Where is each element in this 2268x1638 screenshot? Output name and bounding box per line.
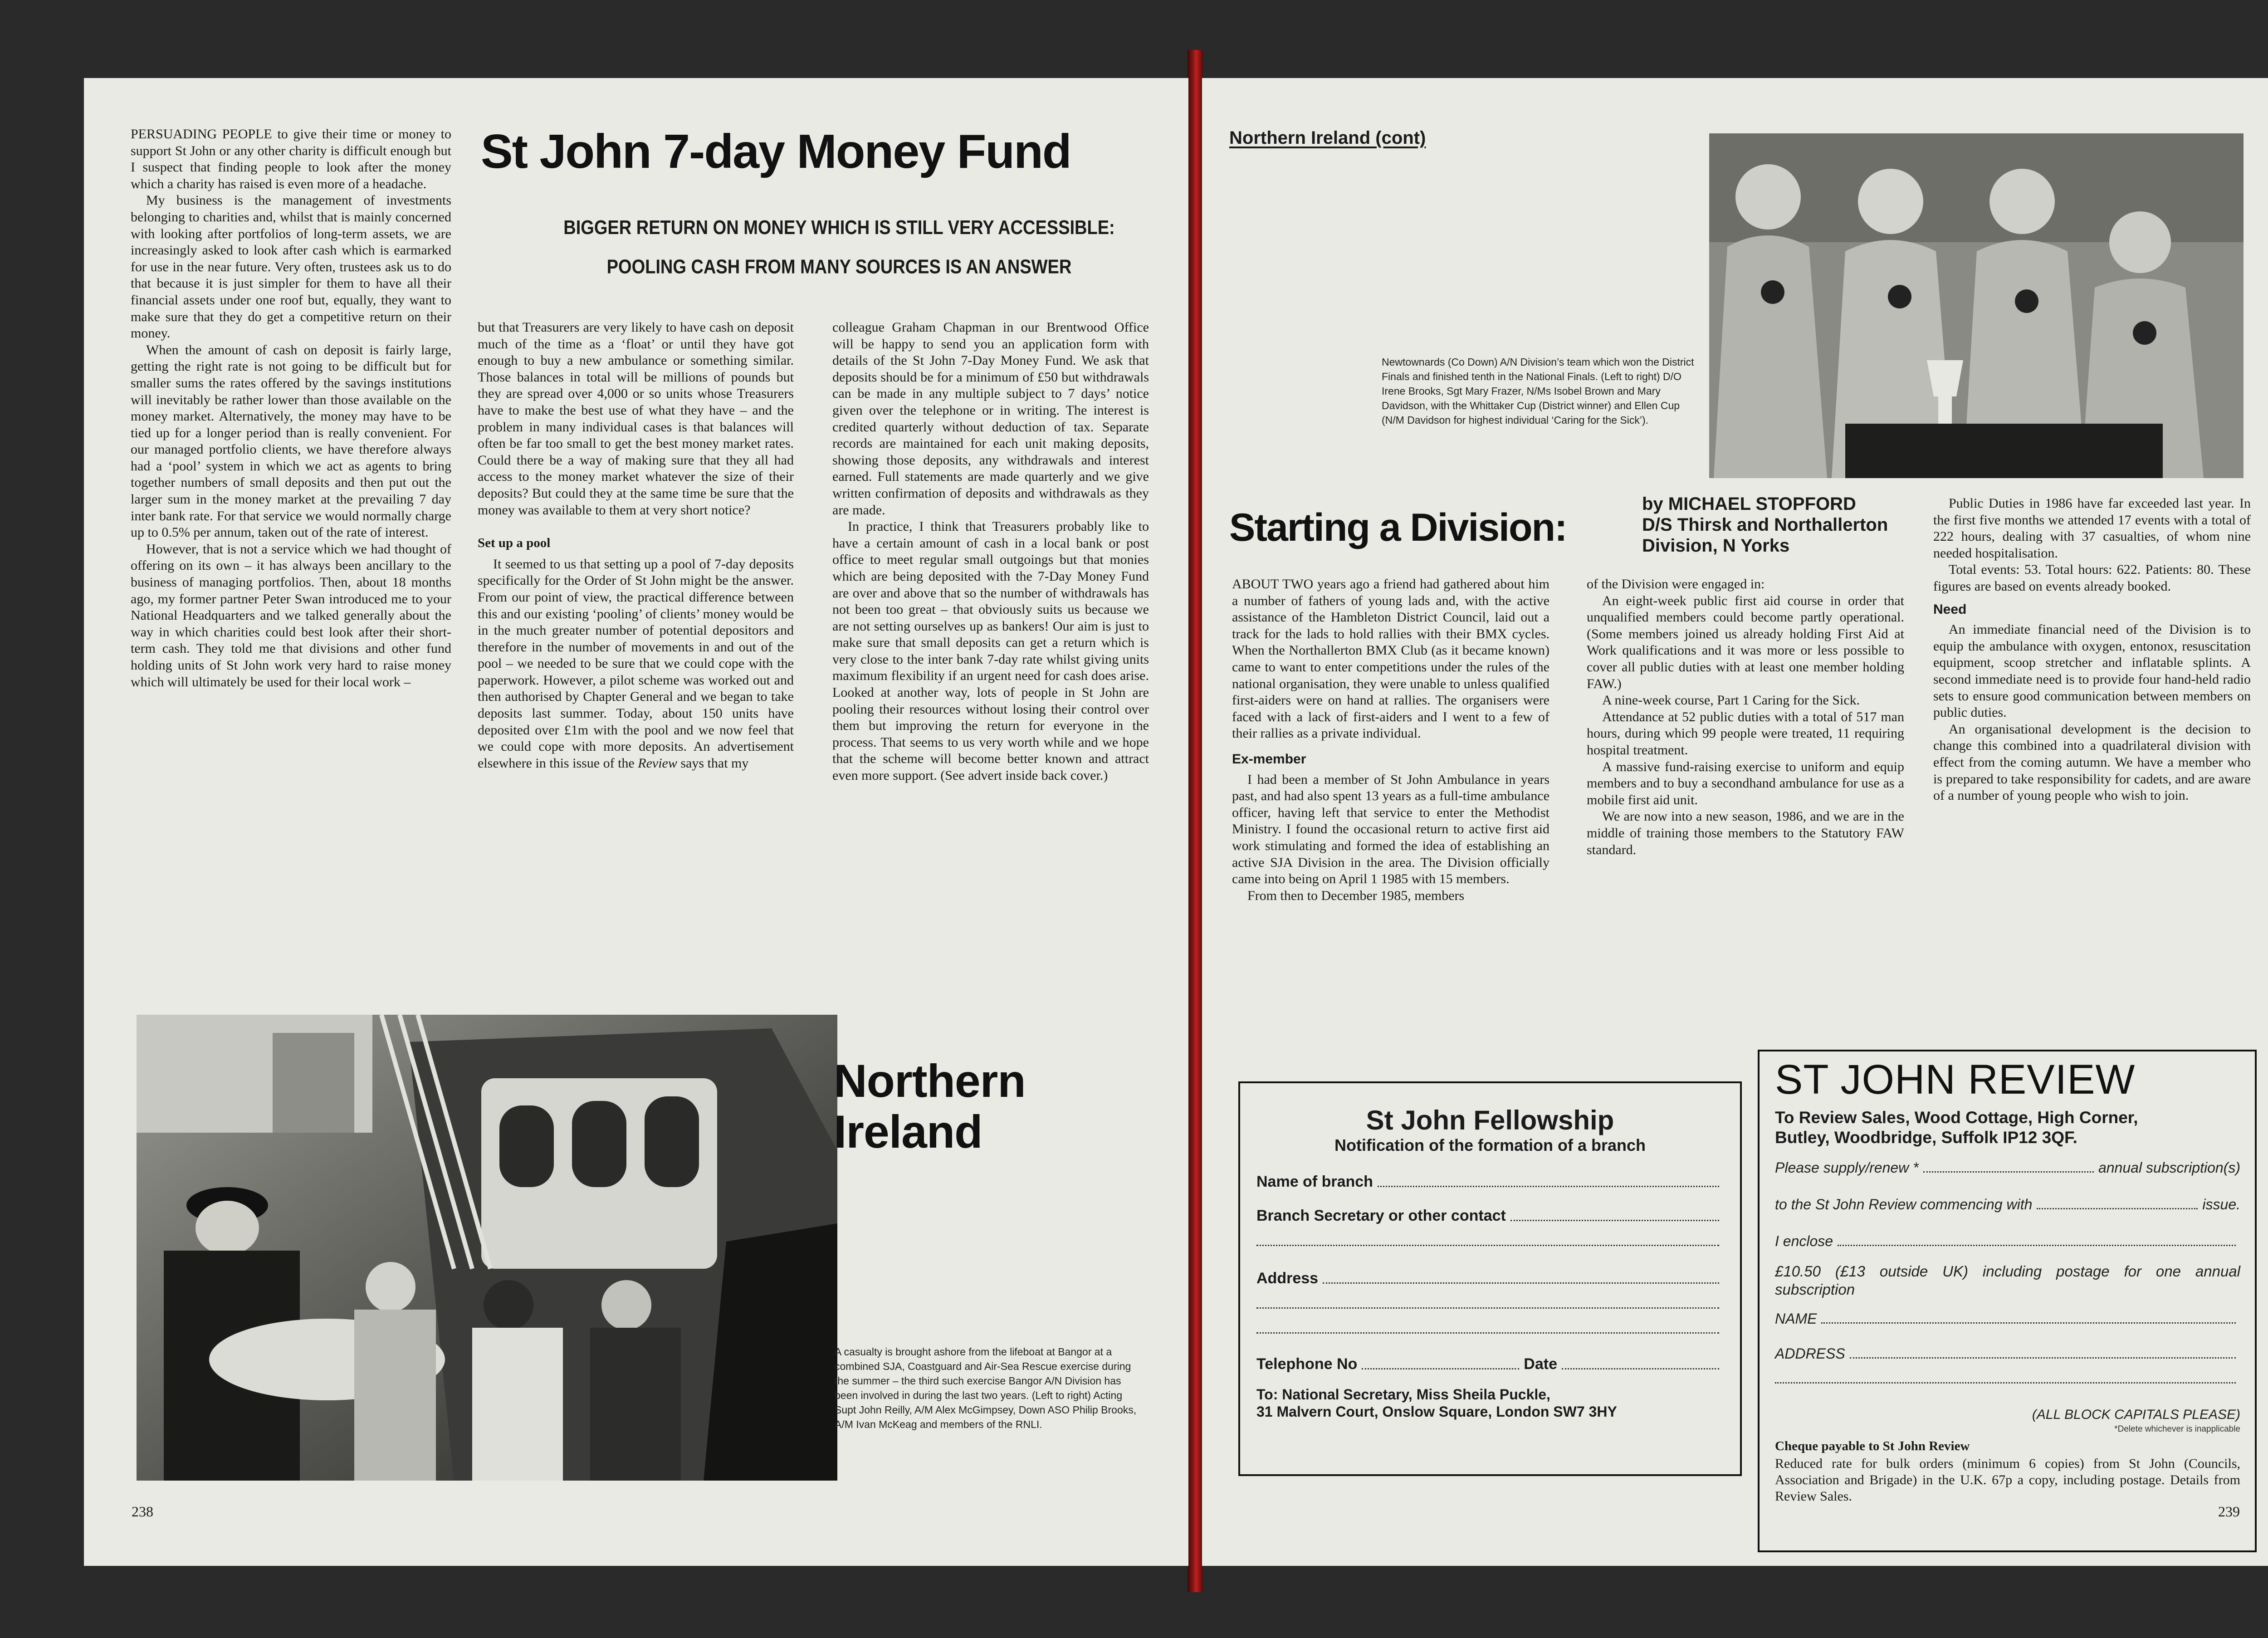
lifeboat-photo-caption: A casualty is brought ashore from the lifeboat at Bangor at a combined SJA, Coastguard and Air-Sea Rescue exercise during the summer – the third such exercise Bangor A/N Division has been involved in during the last two years. (Left to right) Acting Supt John Reilly, A/M Alex McGimpsey, Down ASO Philip Brooks, A/M Ivan McKeag and members of the RNLI. — [835, 1346, 1137, 1430]
date-input-line[interactable] — [1562, 1368, 1719, 1369]
paragraph: A nine-week course, Part 1 Caring for the Sick. — [1602, 693, 1860, 708]
subtitle-line: BIGGER RETURN ON MONEY WHICH IS STILL VERY ACCESSIBLE: — [563, 217, 1115, 239]
secretary-extra-line[interactable] — [1256, 1245, 1724, 1250]
lifeboat-photo-illustration — [137, 1015, 837, 1481]
page-number-left: 238 — [132, 1503, 153, 1520]
address-line-2[interactable] — [1256, 1307, 1724, 1312]
division-column-c — [1933, 495, 2251, 804]
date-label: Date — [1524, 1355, 1557, 1373]
paragraph: We are now into a new season, 1986, and we are in the middle of training those members to the Statutory FAW standard. — [1587, 809, 1904, 857]
telephone-input-line[interactable] — [1362, 1368, 1519, 1369]
paragraph: says that my — [680, 755, 749, 771]
dotted-line — [1378, 1186, 1719, 1187]
northern-ireland-cont-heading: Northern Ireland (cont) — [1229, 128, 1426, 148]
name-line[interactable] — [1821, 1322, 2236, 1324]
subhead-ex-member: Ex-member — [1232, 751, 1306, 767]
paragraph: to give their time or money to support St John or any other charity is difficult enough but I suspect that finding people to look after the money which a charity has raised is even more of a headache. — [131, 127, 452, 191]
paragraph: colleague Graham Chapman in our Brentwood Office will be happy to send you an application form with details of the St John 7-Day Money Fund. We ask that deposits should be for a minimum of £50 but withdrawals can be made in any multiple subject to 7 days’ notice given over the telephone or in writing. The interest is credited quarterly without deduction of tax. Separate records are maintained for each unit making deposits, showing those deposits, any withdrawals and interest earned. Full statements are made quarterly and we give written confirmation of deposits and withdrawals as they are made. — [832, 320, 1149, 518]
quantity-line[interactable] — [1923, 1171, 2094, 1173]
fellowship-subtitle: Notification of the formation of a branch — [1334, 1136, 1646, 1154]
delete-note: *Delete whichever is inapplicable — [2114, 1424, 2240, 1434]
branch-name-field[interactable] — [1256, 1173, 1724, 1191]
review-title: ST JOHN REVIEW — [1775, 1056, 2136, 1103]
supply-renew-row[interactable] — [1775, 1159, 2240, 1176]
dotted-line — [1510, 1220, 1719, 1221]
money-fund-column-1 — [131, 126, 451, 690]
dotted-line — [1256, 1245, 1719, 1246]
money-fund-column-2 — [478, 319, 794, 772]
bulk-order-note: Reduced rate for bulk orders (minimum 6 copies) from St John (Councils, Association and Brigade) in the U.K. 67p a copy, including postage. Details from Review Sales. — [1775, 1456, 2240, 1504]
address-extra-row[interactable] — [1775, 1382, 2240, 1387]
paragraph: In practice, I think that Treasurers probably like to have a certain amount of cash in a local bank or post office to meet regular small outgoings but that monies which are being deposited with the 7-Day Money Fund are over and above that so the number of withdrawals has not been too great – that obviously suits us because we are not setting ourselves up as bankers! Our aim is just to make sure that small deposits can get a return which is very close to the inter bank 7-day rate whilst giving units maximum flexibility if an urgent need for cash does arise. Looked at another way, lots of people in St John are pooling their resources without losing their control over them but improving the return for everyone in the process. That seems to us very worth while and we hope that the scheme will become better known and attract even more support. (See advert inside back cover.) — [832, 519, 1149, 783]
team-photo-illustration — [1709, 133, 2244, 478]
division-column-b — [1587, 576, 1904, 858]
byline — [1642, 494, 1888, 556]
paragraph: Public Duties in 1986 have far exceeded last year. In the first five months we attended 17 events with a total of 222 hours, dealing with 37 casualties, of whom nine needed hospitalisation. — [1933, 496, 2251, 561]
paragraph: It seemed to us that setting up a pool of 7-day deposits specifically for the Order of St John might be the answer. From our point of view, the practical difference between this and our existing ‘pooling’ of clients’ money would be in the much greater number of potential depositors and therefore in the number of movements in and out of the pool – we needed to be sure that we could cope with the paperwork. However, a pilot scheme was worked out and then authorised by Chapter General and we began to take deposits last summer. Today, about 150 units have deposited over £1m with the pool and we now feel that we could cope with more deposits. An advertisement elsewhere in this issue of the — [478, 556, 794, 771]
paragraph: An immediate financial need of the Division is to equip the ambulance with oxygen, entonox, resuscitation equipment, scoop stretcher and inflatable splints. A second immediate need is to provide four hand-held radio sets to ensure good communication between members on public duties. — [1933, 622, 2251, 720]
row-text: I enclose — [1775, 1233, 1833, 1249]
headline-line: Ireland — [834, 1106, 982, 1158]
dotted-line — [1256, 1332, 1719, 1334]
paragraph: An organisational development is the decision to change this combined into a quadrilateral division with effect from the coming autumn. We have a member who is prepared to take responsibility for cadets, and are aware of a number of young people who wish to join. — [1933, 721, 2251, 803]
block-capitals-note: (ALL BLOCK CAPITALS PLEASE) — [2032, 1407, 2240, 1422]
paragraph: I had been a member of St John Ambulance in years past, and had also spent 13 years as a full-time ambulance officer, having left that service to enter the Methodist Ministry. I found the occasional return to active first aid work stimulating and formed the idea of establishing an active SJA Division in the area. The Division officially came into being on April 1 1985 with 15 members. — [1232, 772, 1549, 887]
review-subscription-box — [1758, 1050, 2257, 1552]
subhead-need: Need — [1933, 601, 1967, 617]
row-text: to the St John Review commencing with — [1775, 1196, 2033, 1213]
paragraph: Total events: 53. Total hours: 622. Patients: 80. These figures are based on events already booked. — [1933, 562, 2251, 594]
address-line: To Review Sales, Wood Cottage, High Corner, — [1775, 1108, 2138, 1127]
to-line: 31 Malvern Court, Onslow Square, London SW7 3HY — [1256, 1403, 1617, 1420]
field-label: Branch Secretary or other contact — [1256, 1207, 1506, 1224]
address-field[interactable] — [1256, 1270, 1724, 1287]
money-fund-subtitle — [474, 217, 1188, 279]
amount-line[interactable] — [1838, 1245, 2236, 1246]
field-label: NAME — [1775, 1310, 1817, 1327]
paragraph: When the amount of cash on deposit is fairly large, getting the right rate is not going to be difficult but for smaller sums the rates offered by the savings institutions will inevitably be rather lower than those available on the money market. Alternatively, the money may have to be tied up for a longer period than is really convenient. For our managed portfolio clients, we have therefore always had a ‘pool’ system in which we act as agents to bring together numbers of small deposits and then put out the larger sum in the money market at the prevailing 7 day inter bank rate. For that service we would normally charge up to 0.5% per annum, taken out of the rate of interest. — [131, 342, 451, 540]
byline-division: Division, N Yorks — [1642, 536, 1790, 556]
paragraph: ABOUT TWO years ago a friend had gathered about him a number of fathers of young lads and, with the active assistance of the Hambleton District Council, laid out a track for the lads to hold rallies with their BMX cycles. When the Northallerton BMX Club (as it became known) came to want to enter competitions under the rules of the national organisation, they were unable to unless qualified first-aiders were on hand at rallies. The organisers were faced with a lack of first-aiders and I went to a few of their rallies as a private individual. — [1232, 577, 1549, 741]
newtownards-team-photo — [1709, 133, 2244, 478]
address-line-2[interactable] — [1775, 1382, 2236, 1384]
starting-a-division-headline: Starting a Division: — [1229, 506, 1567, 549]
byline-title: D/S Thirsk and Northallerton — [1642, 515, 1888, 535]
fellowship-title: St John Fellowship — [1366, 1105, 1614, 1135]
name-row[interactable] — [1775, 1310, 2240, 1327]
row-text: Please supply/renew * — [1775, 1159, 1919, 1176]
left-page — [84, 78, 1188, 1566]
byline-author: by MICHAEL STOPFORD — [1642, 494, 1856, 514]
telephone-label: Telephone No — [1256, 1355, 1358, 1373]
team-photo-caption: Newtownards (Co Down) A/N Division’s team which won the District Finals and finished tenth in the National Finals. (Left to right) D/O Irene Brooks, Sgt Mary Frazer, N/Ms Isobel Brown and Mary Davidson, with the Whittaker Cup (District winner) and Ellen Cup (N/M Davidson for highest individual ‘Caring for the Sick’). — [1382, 356, 1694, 426]
field-label: ADDRESS — [1775, 1345, 1845, 1362]
italic-review: Review — [638, 755, 677, 771]
cheque-payable: Cheque payable to St John Review — [1775, 1439, 1970, 1453]
field-label: Name of branch — [1256, 1173, 1373, 1190]
field-label: Address — [1256, 1270, 1319, 1287]
to-line: To: National Secretary, Miss Sheila Puckle, — [1256, 1386, 1550, 1403]
address-line-3[interactable] — [1256, 1332, 1724, 1337]
enclose-row[interactable] — [1775, 1233, 2240, 1250]
money-fund-headline: St John 7-day Money Fund — [481, 125, 1071, 178]
row-text: issue. — [2202, 1196, 2240, 1213]
money-fund-column-3 — [832, 319, 1149, 784]
paragraph: An eight-week public first aid course in order that unqualified members could become partly operational. (Some members joined us already holding First Aid at Work qualifications and it was more or less possible to cover all public duties with at least one member holding FAW.) — [1587, 593, 1904, 691]
page-number-right: 239 — [2218, 1503, 2240, 1520]
dotted-line — [1256, 1307, 1719, 1309]
paragraph: From then to December 1985, members — [1247, 888, 1465, 903]
issue-line[interactable] — [2037, 1208, 2198, 1209]
dotted-line — [1323, 1282, 1719, 1284]
paragraph: Attendance at 52 public duties with a total of 517 man hours, during which 99 people were treated, 11 requiring hospital treatment. — [1587, 709, 1904, 758]
lifeboat-rescue-photo — [137, 1015, 837, 1481]
paragraph: but that Treasurers are very likely to have cash on deposit much of the time as a ‘float’ or until they have got enough to buy a new ambulance or something similar. Those balances in total will be millions of pounds but they are spread over 4,000 or so units whose Treasurers have to make the best use of what they have – and the problem in many individual cases is that balances will often be far too small to get the best money market rates. Could there be a way of making sure that they all had access to the money market whatever the size of their deposits? But could they at the same time be sure that the money was available to them at very short notice? — [478, 320, 794, 518]
paragraph: A massive fund-raising exercise to uniform and equip members and to buy a secondhand ambulance for use as a mobile first aid unit. — [1587, 759, 1904, 807]
paragraph: of the Division were engaged in: — [1587, 577, 1765, 592]
branch-secretary-field[interactable] — [1256, 1207, 1724, 1225]
row-text: annual subscription(s) — [2098, 1159, 2240, 1176]
headline-line: Northern — [834, 1055, 1026, 1107]
paragraph: However, that is not a service which we had thought of offering on its own – it has always been ancillary to the business of managing portfolios. Then, about 18 months ago, my former partner Peter Swan introduced me to your National Headquarters and we talked generally about the way in which charities could best look after their short-term cash. They told me that divisions and other fund holding units of St John work very hard to raise money which will ultimately be used for their local work – — [131, 541, 451, 689]
spine-gutter — [1188, 50, 1203, 1592]
address-row[interactable] — [1775, 1345, 2240, 1362]
telephone-date-row — [1256, 1355, 1724, 1373]
northern-ireland-headline — [834, 1056, 1026, 1157]
subhead-set-up-pool: Set up a pool — [478, 536, 551, 551]
lead-caps: PERSUADING PEOPLE — [131, 127, 272, 142]
right-page — [1202, 78, 2268, 1566]
commencing-row[interactable] — [1775, 1196, 2240, 1213]
fellowship-address-to — [1256, 1386, 1724, 1420]
price-text: £10.50 (£13 outside UK) including postage for one annual subscription — [1775, 1263, 2240, 1298]
subtitle-line: POOLING CASH FROM MANY SOURCES IS AN ANSWER — [606, 256, 1072, 278]
paragraph: My business is the management of investments belonging to charities and, whilst that is mainly concerned with looking after portfolios of long-term assets, we are increasingly asked to look after cash which is earmarked for use in the near future. Very often, trustees ask us to do that because it is just simpler for them to have all their financial assets under one roof but, equally, they want to make sure that they do get a competitive return on their money. — [131, 193, 451, 341]
review-sales-address — [1775, 1108, 2240, 1148]
division-column-a — [1232, 576, 1549, 904]
fellowship-form-box — [1238, 1081, 1742, 1476]
address-line[interactable] — [1850, 1357, 2236, 1359]
address-line: Butley, Woodbridge, Suffolk IP12 3QF. — [1775, 1128, 2077, 1147]
